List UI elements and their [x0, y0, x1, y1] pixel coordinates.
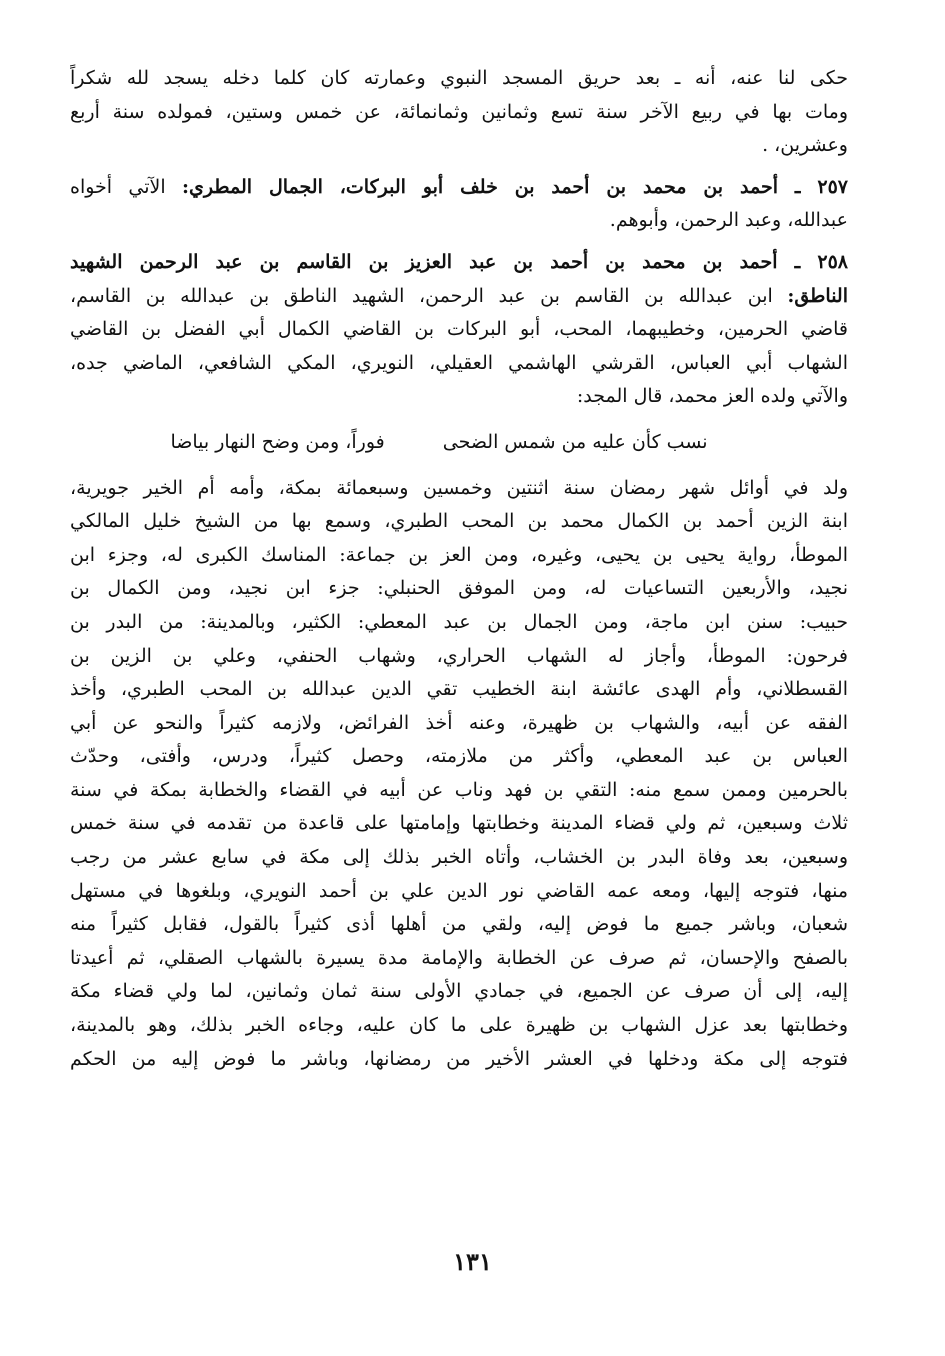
entry-258-heading: ٢٥٨ ـ أحمد بن محمد بن أحمد بن عبد العزيز بن القاسم بن عبد الرحمن الشهيد [70, 250, 848, 273]
text-line: نجيد، والأربعين التساعيات له، ومن الموفق الحنبلي: جزء ابن نجيد، ومن الكمال بن [70, 577, 848, 600]
entry-257-line-1 [70, 171, 848, 205]
entry-258-line-2 [70, 280, 848, 314]
text-line: وعشرين، . [762, 134, 848, 157]
entry-257-heading: ٢٥٧ ـ أحمد بن محمد بن أحمد بن خلف أبو البركات، الجمال المطري: [182, 175, 848, 198]
spacer [70, 163, 848, 171]
page-number: ١٣١ [453, 1247, 492, 1276]
entry-257 [70, 171, 848, 238]
entry-258 [70, 246, 848, 414]
text-line: قاضي الحرمين، وخطيبهما، المحب، أبو البركات بن القاضي الكمال أبي الفضل بن القاضي [70, 318, 848, 341]
text-line: القسطلاني، وأم الهدى عائشة ابنة الخطيب تقي الدين عبدالله بن المحب الطبري، وأخذ [70, 678, 848, 701]
text-line: بالصفح والإحسان، ثم صرف عن الخطابة والإمامة مدة يسيرة بالشهاب الصقلي، ثم أعيدتا [70, 946, 848, 969]
text-line: فتوجه إلى مكة ودخلها في العشر الأخير من رمضانها، وباشر ما فوض إليه من الحكم [70, 1047, 848, 1070]
text-line: شعبان، وباشر جميع ما فوض إليه، ولقي من أهلها أذى كثيراً بالقول، فقابل كثيراً منه [70, 913, 848, 936]
text-line: والآتي ولده العز محمد، قال المجد: [576, 385, 848, 408]
text-line: ولد في أوائل شهر رمضان سنة اثنتين وخمسين وسبعمائة بمكة، وأمه أم الخير جويرية، [70, 476, 848, 499]
text-line: بالحرمين وممن سمع منه: التقي بن فهد وناب عن أبيه في القضاء والخطابة بمكة في سنة [70, 778, 848, 801]
text-line: ثلاث وسبعين، ثم ولي قضاء المدينة وخطابتها وإمامتها على قاعدة من تقدمه في سنة خمس [70, 812, 848, 835]
text-line: الشهاب أبي العباس، القرشي الهاشمي العقيلي، النويري، المكي الشافعي، الماضي جده، [70, 351, 848, 374]
text-line: ابنة الزين أحمد بن الكمال محمد بن المحب الطبري، وسمع بها من الشيخ خليل المالكي [70, 510, 848, 533]
page-body [70, 62, 848, 1076]
text-line: الموطأ، رواية يحيى بن يحيى، وغيره، ومن العز بن جماعة: المناسك الكبرى له، وجزء ابن [70, 543, 848, 566]
spacer [70, 238, 848, 246]
text-line: ومات بها في ربيع الآخر سنة تسع وثمانين وثمانمائة، عن خمس وستين، فمولده سنة أربع [70, 100, 848, 123]
text-line: الفقه عن أبيه، والشهاب بن ظهيرة، وعنه أخذ الفرائض، ولازمه كثيراً والنحو عن أبي [70, 711, 848, 734]
text-line: منها، فتوجه إليها، ومعه عمه القاضي نور الدين علي بن أحمد النويري، وبلغوها في مستهل [70, 879, 848, 902]
entry-257-line-2: عبدالله، وعبد الرحمن، وأبوهم. [609, 209, 848, 232]
verse-second-hemistich: فوراً، ومن وضح النهار بياضا [170, 430, 385, 453]
biography-body [70, 472, 848, 1077]
text-line: حكى لنا عنه، أنه ـ بعد حريق المسجد النبوي وعمارته كان كلما دخله يسجد لله شكراً [70, 67, 848, 89]
spacer [70, 414, 848, 426]
entry-258-text: ابن عبدالله بن القاسم بن عبد الرحمن، الشهيد الناطق بن عبدالله بن القاسم، [70, 284, 773, 307]
entry-258-heading-cont: الناطق: [787, 284, 848, 307]
text-line: حبيب: سنن ابن ماجة، ومن الجمال بن عبد المعطي: الكثير، وبالمدينة: من البدر بن [70, 610, 848, 633]
text-line: العباس بن عبد المعطي، وأكثر من ملازمته، وحصل كثيراً، ودرس، وأفتى، وحدّث [70, 745, 848, 768]
paragraph-continuation [70, 62, 848, 163]
poetry-verse [70, 426, 808, 460]
text-line: وخطابتها بعد عزل الشهاب بن ظهيرة على ما كان عليه، وجاءه الخبر بذلك، وهو بالمدينة، [70, 1014, 848, 1037]
spacer [70, 460, 848, 472]
text-line: وسبعين، بعد وفاة البدر بن الخشاب، وأتاه الخبر بذلك إلى مكة في سابع عشر من رجب [70, 846, 848, 869]
text-line: فرحون: الموطأ، وأجاز له الشهاب الحراري، وشهاب الحنفي، وعلي بن الزين بن [70, 644, 848, 667]
text-line: إليه، إلى أن صرف عن الجميع، في جمادي الأولى سنة ثمان وثمانين، لما ولي قضاء مكة [70, 980, 848, 1003]
entry-257-text: الآتي أخواه [70, 175, 166, 198]
verse-first-hemistich: نسب كأن عليه من شمس الضحى [442, 430, 708, 453]
